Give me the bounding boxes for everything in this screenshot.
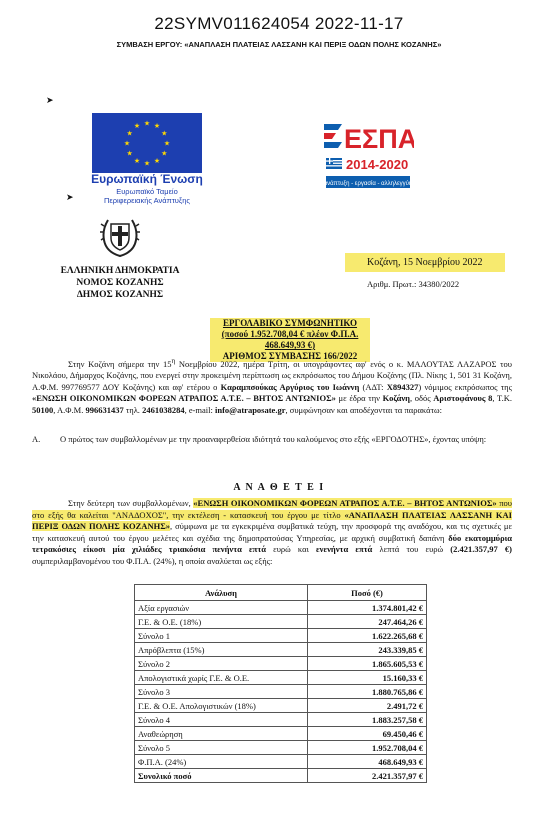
text-run: , συμφώνησαν και αποδέχονται τα παρακάτω:	[285, 404, 442, 415]
espa-period: 2014-2020	[346, 157, 409, 172]
document-date: Κοζάνη, 15 Νοεμβρίου 2022	[345, 253, 505, 272]
eu-stars-icon	[92, 113, 202, 173]
text-run: που στο εξής θα καλείται "ΑΝΑΔΟΧΟΣ", την εκτέλεση - κατασκευή του έργου με τίτλο	[32, 498, 512, 520]
contract-amount: (ποσού 1.952.708,04 € πλέον Φ.Π.Α. 468.649,93 €)	[210, 329, 370, 351]
amount-in-words: δύο εκατομμύρια τετρακόσιες είκοσι μία χιλιάδες τριακόσια πενήντα επτά	[32, 532, 512, 554]
text-run: , e-mail:	[184, 404, 216, 415]
document-id: 22SYMV011624054 2022-11-17	[154, 14, 404, 33]
representative-name: Καραμπσούκας Αργύριος του Ιωάννη	[220, 381, 360, 392]
row-label: Σύνολο 1	[135, 629, 308, 643]
star-icon: ★	[123, 139, 131, 148]
table-row	[135, 643, 427, 657]
text-run: τηλ.	[123, 404, 143, 415]
assignment-paragraph	[32, 498, 512, 567]
arrow-bullet-icon: ➤	[46, 96, 54, 106]
espa-logo	[322, 118, 414, 198]
star-icon: ★	[143, 119, 151, 128]
table-row	[135, 629, 427, 643]
row-label: Σύνολο 2	[135, 657, 308, 671]
star-icon: ★	[161, 129, 168, 138]
text-run: , Α.Φ.Μ.	[53, 404, 86, 415]
city: Κοζάνη	[382, 393, 410, 404]
table-header-row	[135, 585, 427, 601]
star-icon: ★	[153, 122, 161, 131]
authority-line1: ΕΛΛΗΝΙΚΗ ΔΗΜΟΚΡΑΤΙΑ	[60, 266, 180, 276]
star-icon: ★	[153, 156, 161, 165]
row-value: 1.622.265,68 €	[308, 629, 427, 643]
email: info@atraposate.gr	[215, 404, 286, 415]
document-subtitle: ΣΥΜΒΑΣΗ ΕΡΓΟΥ: «ΑΝΑΠΛΑΣΗ ΠΛΑΤΕΙΑΣ ΛΑΣΣΑΝΗ ΚΑΙ ΠΕΡΙΞ ΟΔΩΝ ΠΟΛΗΣ ΚΟΖΑΝΗΣ»	[116, 40, 442, 49]
text-run: ευρώ και	[266, 544, 317, 554]
text-run: (ΑΔΤ:	[359, 381, 387, 392]
text-run: συμπεριλαμβανομένου του Φ.Π.Α. (24%), η οποία αναλύεται ως εξής:	[32, 555, 273, 566]
row-label: Αναθεώρηση	[135, 727, 308, 741]
row-value: 1.883.257,58 €	[308, 713, 427, 727]
row-label: Συνολικό ποσό	[135, 769, 308, 783]
text-run: Στην δεύτερη των συμβαλλομένων,	[68, 498, 194, 508]
row-value: 1.865.605,53 €	[308, 657, 427, 671]
table-row	[135, 727, 427, 741]
row-label: Γ.Ε. & Ο.Ε. (18%)	[135, 615, 308, 629]
section-heading-anathetei: Α Ν Α Θ Ε Τ Ε Ι	[233, 482, 325, 493]
row-label: Σύνολο 5	[135, 741, 308, 755]
table-row	[135, 699, 427, 713]
row-label: Φ.Π.Α. (24%)	[135, 755, 308, 769]
contractor-name: «ΕΝΩΣΗ ΟΙΚΟΝΟΜΙΚΩΝ ΦΟΡΕΩΝ ΑΤΡΑΠΟΣ Α.Τ.Ε. – ΒΗΤΟΣ ΑΝΤΩΝΙΟΣ»	[32, 393, 336, 404]
row-label: Απρόβλεπτα (15%)	[135, 643, 308, 657]
row-value: 2.421.357,97 €	[308, 769, 427, 783]
text-run: με έδρα την	[335, 393, 383, 404]
row-value: 2.491,72 €	[308, 699, 427, 713]
row-value: 1.880.765,86 €	[308, 685, 427, 699]
espa-brand: ΕΣΠΑ	[344, 124, 414, 154]
text-run: Νοεμβρίου 2022, ημέρα Τρίτη, οι υπογράφοντες αφ' ενός ο κ. ΜΑΛΟΥΤΑΣ ΛΑΖΑΡΟΣ του Νικολάου, Δήμαρχος Κοζάνης, που ενεργεί στην προκειμένη περίπτωση ως εκπρόσωπος του Δήμου Κοζάνης (Πλ. Νίκης 1, 501 31 Κοζάνη, Α.Φ.Μ. 997769577 ΔΟΥ Κοζάνης) και αφ' ετέρου ο	[32, 358, 512, 392]
table-total-row	[135, 769, 427, 783]
column-header: Ποσό (€)	[308, 585, 427, 601]
row-value: 69.450,46 €	[308, 727, 427, 741]
eu-flag-logo	[92, 113, 202, 173]
authority-line2: ΝΟΜΟΣ ΚΟΖΑΝΗΣ	[76, 278, 164, 288]
greek-flag-icon	[326, 158, 342, 169]
star-icon: ★	[163, 139, 171, 148]
star-icon: ★	[143, 159, 151, 168]
row-label: Αξία εργασιών	[135, 601, 308, 615]
star-icon: ★	[133, 156, 141, 165]
table-row	[135, 601, 427, 615]
text-run: , Τ.Κ.	[492, 393, 512, 404]
star-icon: ★	[161, 149, 168, 158]
tax-number: 996631437	[85, 404, 124, 415]
table-row	[135, 713, 427, 727]
postal-code: 50100	[32, 404, 54, 415]
parties-paragraph	[32, 356, 512, 416]
contract-number: ΑΡΙΘΜΟΣ ΣΥΜΒΑΣΗΣ 166/2022	[210, 351, 370, 362]
table-row	[135, 685, 427, 699]
row-value: 15.160,33 €	[308, 671, 427, 685]
eu-fund-line1: Ευρωπαϊκό Ταμείο	[116, 187, 178, 196]
eu-title: Ευρωπαϊκή Ένωση	[91, 172, 203, 186]
contractor-name: «ΕΝΩΣΗ ΟΙΚΟΝΟΜΙΚΩΝ ΦΟΡΕΩΝ ΑΤΡΑΠΟΣ Α.Τ.Ε. – ΒΗΤΟΣ ΑΝΤΩΝΙΟΣ»	[193, 498, 497, 508]
row-value: 1.952.708,04 €	[308, 741, 427, 755]
table-row	[135, 741, 427, 755]
row-label: Γ.Ε. & Ο.Ε. Απολογιστικών (18%)	[135, 699, 308, 713]
arrow-bullet-icon: ➤	[66, 193, 74, 203]
authority-line3: ΔΗΜΟΣ ΚΟΖΑΝΗΣ	[76, 290, 164, 300]
table-row	[135, 657, 427, 671]
cost-breakdown-table	[134, 584, 427, 783]
row-value: 247.464,26 €	[308, 615, 427, 629]
espa-swoosh-icon	[324, 124, 342, 148]
protocol-number: Αριθμ. Πρωτ.: 34380/2022	[367, 279, 460, 289]
table-row	[135, 755, 427, 769]
table-row	[135, 615, 427, 629]
row-label: Απολογιστικά χωρίς Γ.Ε. & Ο.Ε.	[135, 671, 308, 685]
espa-slogan: ανάπτυξη - εργασία - αλληλεγγύη	[323, 181, 413, 187]
issuing-authority	[40, 265, 200, 301]
eu-fund-line2: Περιφερειακής Ανάπτυξης	[103, 196, 191, 205]
project-title: «ΑΝΑΠΛΑΣΗ ΠΛΑΤΕΙΑΣ ΛΑΣΣΑΝΗ ΚΑΙ ΠΕΡΙΞ ΟΔΩΝ ΠΟΛΗΣ ΚΟΖΑΝΗΣ»	[32, 509, 512, 531]
phone: 2461038284	[142, 404, 185, 415]
row-label: Σύνολο 3	[135, 685, 308, 699]
text-run: ) νόμιμος εκπρόσωπος της	[418, 381, 512, 392]
text-run: λεπτά του ευρώ	[372, 544, 451, 554]
cents-in-words: ενενήντα επτά	[316, 544, 373, 554]
text-run: , οδός	[409, 393, 434, 404]
text-run: , σύμφωνα με τα εγκεκριμένα συμβατικά τεύχη, την προσφορά της αναδόχου, και τις σχετικές με την κατασκευή αυτού του έργου μελέτες και σχέδια της δημοπρατούσας Υπηρεσίας, με αρχική συμβατική δαπάνη	[32, 521, 513, 543]
eu-fund-text	[80, 187, 214, 205]
contract-title: ΕΡΓΟΛΑΒΙΚΟ ΣΥΜΦΩΝΗΤΙΚΟ	[210, 318, 370, 329]
table-row	[135, 671, 427, 685]
row-value: 243.339,85 €	[308, 643, 427, 657]
text-run: η	[171, 357, 176, 365]
item-a-text: Ο πρώτος των συμβαλλομένων με την προαναφερθείσα ιδιότητά του καλούμενος στο εξής «ΕΡΓΟΔΟΤΗΣ», έχοντας υπόψη:	[60, 434, 487, 444]
greek-emblem-icon	[96, 212, 144, 260]
item-a-number: Α.	[32, 434, 41, 444]
text-run: Στην Κοζάνη σήμερα την 15	[68, 358, 172, 369]
column-header: Ανάλυση	[135, 585, 308, 601]
star-icon: ★	[126, 149, 133, 158]
star-icon: ★	[133, 122, 141, 131]
row-value: 1.374.801,42 €	[308, 601, 427, 615]
star-icon: ★	[126, 129, 133, 138]
total-amount: (2.421.357,97 €)	[450, 544, 512, 554]
row-value: 468.649,93 €	[308, 755, 427, 769]
id-number: Χ894327	[386, 381, 419, 392]
row-label: Σύνολο 4	[135, 713, 308, 727]
street: Αριστοφάνους 8	[433, 393, 493, 404]
